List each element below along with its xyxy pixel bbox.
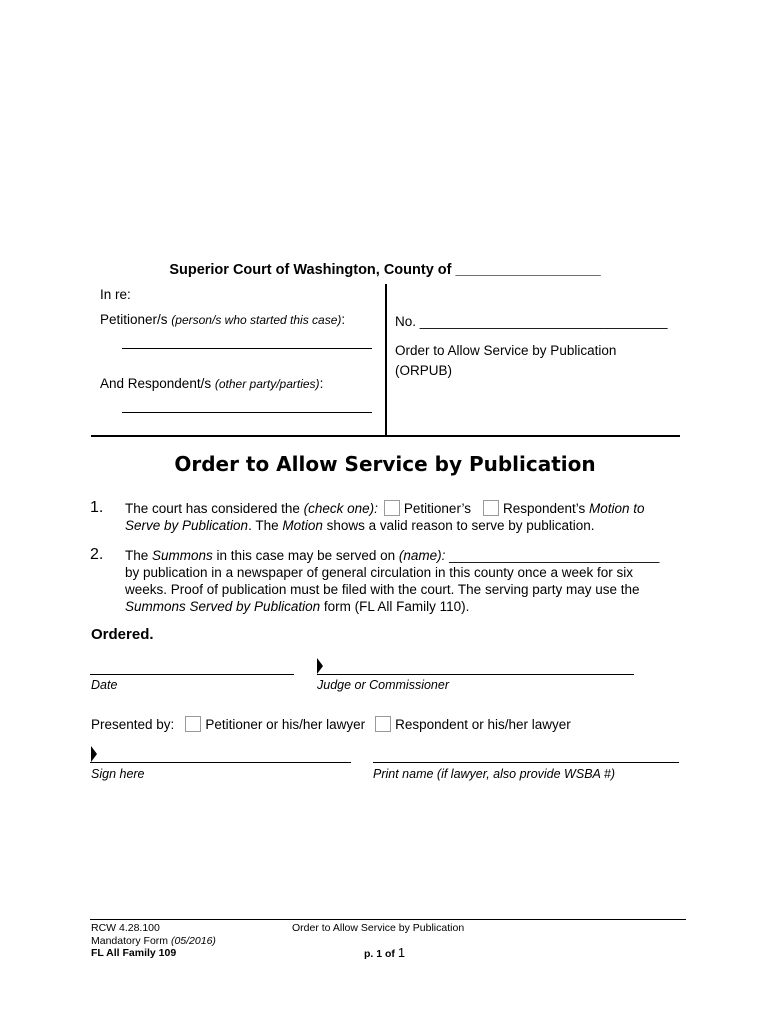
doc-title-line1: Order to Allow Service by Publication [395, 343, 617, 358]
judge-label: Judge or Commissioner [317, 678, 449, 692]
item-2-line3: weeks. Proof of publication must be filed with the court. The serving party may use the [125, 582, 640, 597]
item-2-line4 [125, 598, 469, 615]
caption-parties [91, 284, 387, 436]
respondent-name-line[interactable] [122, 412, 372, 413]
motion-word: Motion [282, 518, 323, 533]
judge-signature-line[interactable] [317, 674, 634, 675]
footer-form-date: (05/2016) [170, 934, 216, 947]
item-2-number: 2. [90, 546, 104, 563]
respondent-label [100, 376, 323, 391]
item-1-line2 [125, 517, 595, 534]
item-2-l1-a: The [125, 548, 153, 563]
respondent-lawyer-label: Respondent or his/her lawyer [395, 717, 571, 732]
item-1-line2-a: . The [248, 518, 283, 533]
presented-by-row [91, 716, 571, 733]
doc-title-line2: (ORPUB) [395, 363, 452, 378]
petitioner-option-label: Petitioner’s [403, 501, 471, 516]
petitioner-label-text: Petitioner/s [100, 312, 172, 327]
page-title: Order to Allow Service by Publication [174, 452, 596, 476]
sign-here-line[interactable] [90, 762, 351, 763]
case-number[interactable]: No. _________________________________ [395, 314, 668, 329]
item-2-line1 [125, 547, 659, 564]
respondent-colon: : [319, 376, 324, 391]
petitioner-colon: : [341, 312, 346, 327]
item-2-line2: by publication in a newspaper of general circulation in this county once a week for six [125, 565, 634, 580]
item-1-line2-b: shows a valid reason to serve by publication. [322, 518, 595, 533]
served-name-field[interactable]: ____________________________ [445, 548, 660, 563]
presented-by-label: Presented by: [91, 717, 175, 732]
petitioner-lawyer-label: Petitioner or his/her lawyer [205, 717, 366, 732]
footer-form-id: FL All Family 109 [91, 947, 177, 959]
footer-left [91, 922, 216, 960]
petitioner-name-line[interactable] [122, 348, 372, 349]
footer-mandatory [91, 935, 216, 948]
footer-page-number [364, 947, 405, 961]
footer-rule [90, 919, 686, 920]
footer-rcw: RCW 4.28.100 [91, 922, 160, 934]
footer-page-total: 1 [397, 945, 406, 960]
petitioner-hint: (person/s who started this case) [171, 313, 342, 327]
sign-here-arrow-icon [91, 746, 97, 762]
ordered-heading: Ordered. [91, 626, 154, 643]
motion-to-text: Motion to [589, 501, 645, 516]
print-name-label: Print name (if lawyer, also provide WSBA #) [373, 767, 615, 781]
date-line[interactable] [90, 674, 294, 675]
summons-word: Summons [152, 548, 213, 563]
date-label: Date [91, 678, 118, 692]
item-2-l1-b: in this case may be served on [212, 548, 399, 563]
item-1-text: The court has considered the [125, 501, 304, 516]
respondent-lawyer-checkbox[interactable] [375, 716, 391, 732]
print-name-line[interactable] [373, 762, 679, 763]
petitioner-motion-checkbox[interactable] [384, 500, 400, 516]
respondent-motion-checkbox[interactable] [483, 500, 499, 516]
item-1-check-one: (check one): [303, 501, 378, 516]
footer-mandatory-text: Mandatory Form [91, 934, 171, 947]
summons-served-form-name: Summons Served by Publication [125, 599, 321, 614]
petitioner-label [100, 312, 345, 327]
item-2-l4-b: form (FL All Family 110). [320, 599, 470, 614]
serve-by-publication-text: Serve by Publication [125, 518, 249, 533]
sign-arrow-icon [317, 658, 323, 674]
respondent-option-label: Respondent’s [502, 501, 590, 516]
petitioner-lawyer-checkbox[interactable] [185, 716, 201, 732]
name-prompt: (name): [398, 548, 446, 563]
respondent-hint: (other party/parties) [214, 377, 320, 391]
respondent-label-text: And Respondent/s [100, 376, 215, 391]
footer-page-prefix: p. 1 of [364, 948, 398, 960]
item-1-number: 1. [90, 499, 104, 516]
footer-doc-name: Order to Allow Service by Publication [292, 922, 465, 934]
sign-here-label: Sign here [91, 767, 145, 781]
in-re-label: In re: [100, 287, 131, 302]
item-1-line1 [125, 500, 645, 517]
case-caption [91, 284, 680, 437]
caption-bottom-rule [91, 435, 680, 437]
court-heading: Superior Court of Washington, County of __________________ [169, 262, 601, 278]
